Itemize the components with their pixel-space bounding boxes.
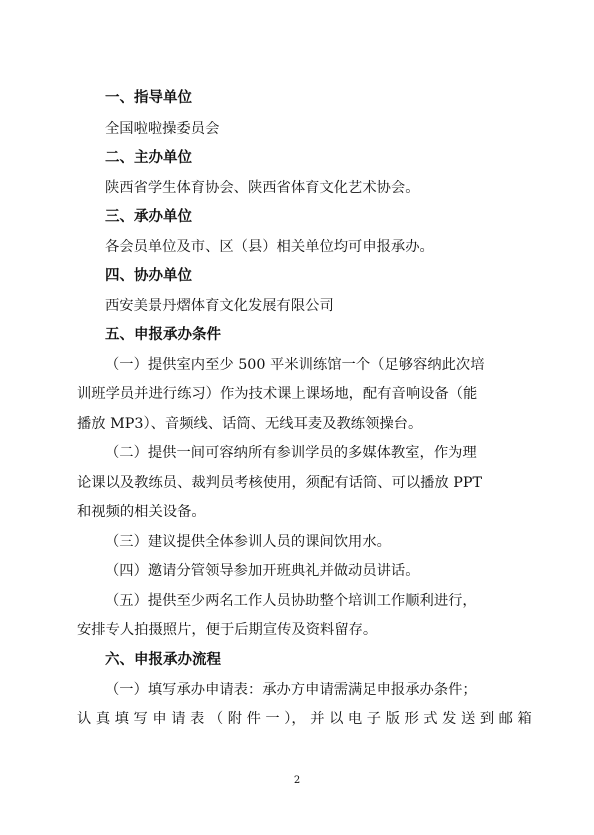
section-heading: 四、协办单位 bbox=[105, 268, 192, 284]
section-heading: 六、申报承办流程 bbox=[105, 652, 221, 668]
paragraph-line: 各会员单位及市、区（县）相关单位均可申报承办。 bbox=[105, 239, 434, 255]
paragraph-line: 西安美景丹熠体育文化发展有限公司 bbox=[105, 298, 334, 314]
paragraph-line: 陕西省学生体育协会、陕西省体育文化艺术协会。 bbox=[105, 180, 420, 196]
page-number: 2 bbox=[293, 775, 301, 786]
paragraph-line: 全国啦啦操委员会 bbox=[105, 121, 220, 137]
paragraph-line: （四）邀请分管领导参加开班典礼并做动员讲话。 bbox=[105, 563, 420, 579]
paragraph-line: 论课以及教练员、裁判员考核使用，须配有话筒、可以播放 PPT bbox=[77, 475, 483, 491]
paragraph-line: （五）提供至少两名工作人员协助整个培训工作顺利进行， bbox=[105, 593, 477, 609]
section-heading: 一、指导单位 bbox=[105, 90, 192, 106]
paragraph-line: （二）提供一间可容纳所有参训学员的多媒体教室，作为理 bbox=[105, 445, 477, 461]
paragraph-line: 和视频的相关设备。 bbox=[77, 504, 206, 520]
paragraph-line: （三）建议提供全体参训人员的课间饮用水。 bbox=[105, 534, 391, 550]
section-heading: 三、承办单位 bbox=[105, 209, 192, 225]
paragraph-line: 训班学员并进行练习）作为技术课上课场地，配有音响设备（能 bbox=[77, 386, 478, 402]
section-heading: 五、申报承办条件 bbox=[105, 327, 221, 343]
section-heading: 二、主办单位 bbox=[105, 150, 192, 166]
paragraph-line: （一）提供室内至少 500 平米训练馆一个（足够容纳此次培 bbox=[105, 357, 485, 373]
paragraph-line: 安排专人拍摄照片，便于后期宣传及资料留存。 bbox=[77, 622, 378, 638]
paragraph-line: 播放 MP3）、音频线、话筒、无线耳麦及教练领操台。 bbox=[77, 416, 423, 432]
paragraph-line: 认 真 填 写 申 请 表 （ 附 件 一 ）， 并 以 电 子 版 形 式 发 送 到 邮 箱 bbox=[77, 711, 532, 727]
paragraph-line: （一）填写承办申请表：承办方申请需满足申报承办条件； bbox=[105, 682, 477, 698]
